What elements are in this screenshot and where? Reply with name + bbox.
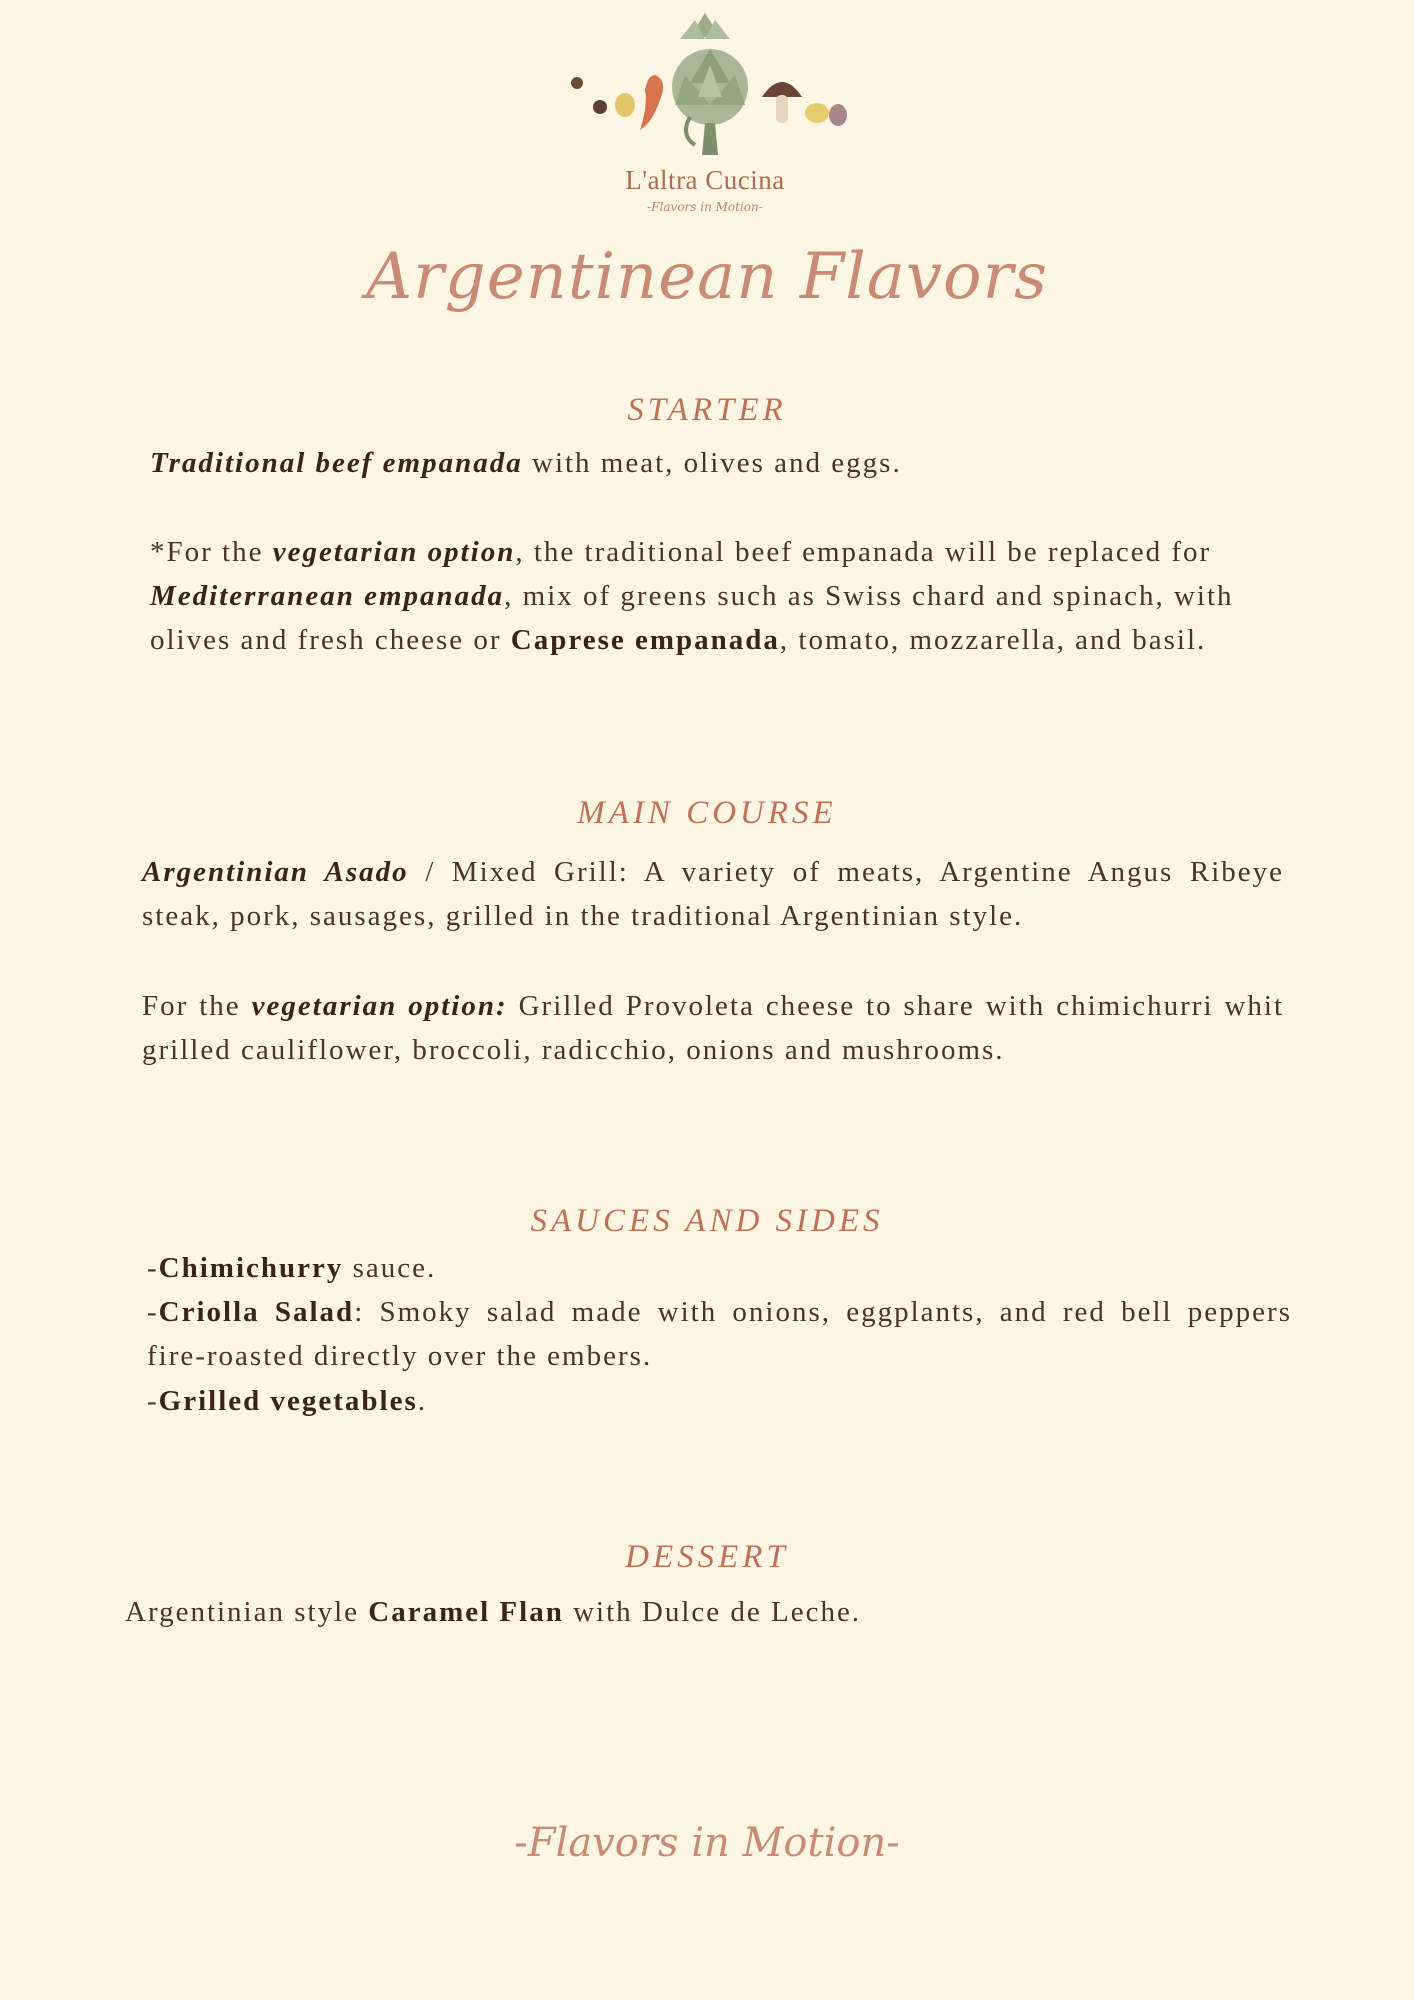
small-artichoke-icon [680, 13, 730, 39]
vegetarian-option-label: vegetarian option: [251, 990, 508, 1022]
list-dash: - [147, 1252, 159, 1284]
text-segment: Grilled Provoleta cheese to share with chimichurri whit grilled cauliflower, broccoli, radicchio, onions and mushrooms. [142, 990, 1285, 1066]
main-course-vegetarian [142, 984, 1284, 1072]
text-segment: with Dulce de Leche. [563, 1596, 862, 1628]
side-item-description: . [417, 1385, 428, 1417]
starter-dish-name: Traditional beef empanada [150, 447, 523, 479]
menu-title: Argentinean Flavors [365, 240, 1049, 314]
dessert-heading: DESSERT [625, 1539, 789, 1575]
garlic-icon [829, 104, 847, 126]
side-item-name: Criolla Salad [158, 1296, 355, 1328]
text-segment: *For the [150, 536, 273, 568]
side-item [147, 1290, 1292, 1378]
list-dash: - [147, 1385, 159, 1417]
main-dish-description: / Mixed Grill: A variety of meats, Argentine Angus Ribeye steak, pork, sausages, grilled in the traditional Argentinian style. [142, 856, 1285, 932]
lemon-icon [805, 103, 829, 123]
side-item-description: : Smoky salad made with onions, eggplants, and red bell peppers fire-roasted directly over the embers. [147, 1296, 1292, 1372]
olive-icon [571, 77, 583, 89]
artichoke-icon [672, 49, 748, 155]
text-segment: , mix of greens such as Swiss chard and spinach, with olives and fresh cheese or [150, 580, 1234, 656]
text-segment: For the [142, 990, 252, 1022]
vegetarian-option-label: vegetarian option [272, 536, 516, 568]
side-item-description: sauce. [343, 1252, 437, 1284]
starter-heading: STARTER [627, 392, 787, 428]
vegetables-illustration [540, 5, 870, 165]
list-dash: - [147, 1296, 159, 1328]
main-course-heading: MAIN COURSE [577, 795, 837, 831]
brand-tagline: -Flavors in Motion- [647, 200, 763, 214]
main-course-dish [142, 850, 1284, 938]
main-dish-name: Argentinian Asado [142, 856, 409, 888]
side-item [147, 1246, 1292, 1290]
side-item-name: Grilled vegetables [158, 1385, 418, 1417]
restaurant-logo [540, 5, 870, 220]
mediterranean-empanada-label: Mediterranean empanada [150, 580, 505, 612]
onion-icon [615, 93, 635, 117]
text-segment: , the traditional beef empanada will be replaced for [515, 536, 1212, 568]
side-item-name: Chimichurry [158, 1252, 344, 1284]
footer-tagline: -Flavors in Motion- [514, 1820, 900, 1866]
brand-name: L'altra Cucina [625, 165, 785, 195]
chili-pepper-icon [640, 75, 663, 130]
sauces-sides-heading: SAUCES AND SIDES [530, 1203, 884, 1239]
dessert-dish [125, 1590, 1285, 1634]
starter-dish [150, 441, 1280, 485]
caprese-empanada-label: Caprese empanada [510, 624, 780, 656]
starter-vegetarian-note [150, 530, 1280, 662]
text-segment: , tomato, mozzarella, and basil. [779, 624, 1207, 656]
mushroom-icon [762, 82, 802, 123]
side-item [147, 1379, 1292, 1423]
starter-dish-description: with meat, olives and eggs. [522, 447, 902, 479]
olive-icon [593, 100, 607, 114]
text-segment: Argentinian style [125, 1596, 369, 1628]
dessert-dish-name: Caramel Flan [368, 1596, 564, 1628]
